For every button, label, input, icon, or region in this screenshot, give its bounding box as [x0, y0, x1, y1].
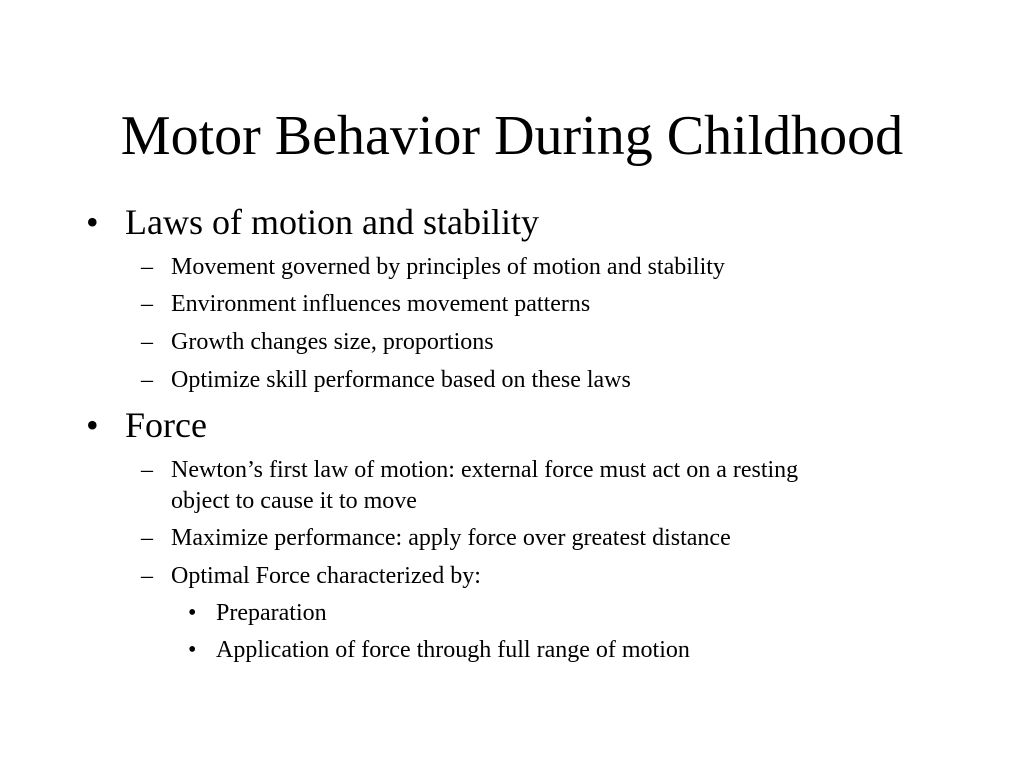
point-growth: Growth changes size, proportions [171, 329, 494, 355]
point-newton-line1: Newton’s first law of motion: external force must act on a resting [171, 457, 799, 483]
dash-marker: – [141, 254, 153, 280]
bullet-marker: • [188, 637, 197, 663]
bullet-marker: • [188, 600, 197, 626]
point-maximize: Maximize performance: apply force over greatest distance [171, 525, 731, 551]
point-environment: Environment influences movement patterns [171, 291, 591, 317]
dash-marker: – [141, 563, 153, 589]
point-optimize: Optimize skill performance based on these laws [171, 367, 631, 393]
point-movement-governed: Movement governed by principles of motion and stability [171, 254, 725, 280]
dash-marker: – [141, 525, 153, 551]
bullet-marker: • [86, 405, 99, 445]
subpoint-preparation: Preparation [216, 600, 327, 626]
dash-marker: – [141, 367, 153, 393]
section-heading-laws: Laws of motion and stability [125, 202, 539, 242]
section-heading-force: Force [125, 405, 207, 445]
bullet-marker: • [86, 202, 99, 242]
dash-marker: – [141, 291, 153, 317]
point-newton-line2: object to cause it to move [171, 488, 417, 514]
subpoint-application: Application of force through full range of motion [216, 637, 690, 663]
slide-title: Motor Behavior During Childhood [120, 105, 904, 167]
point-optimal-force: Optimal Force characterized by: [171, 563, 481, 589]
dash-marker: – [141, 457, 153, 483]
dash-marker: – [141, 329, 153, 355]
